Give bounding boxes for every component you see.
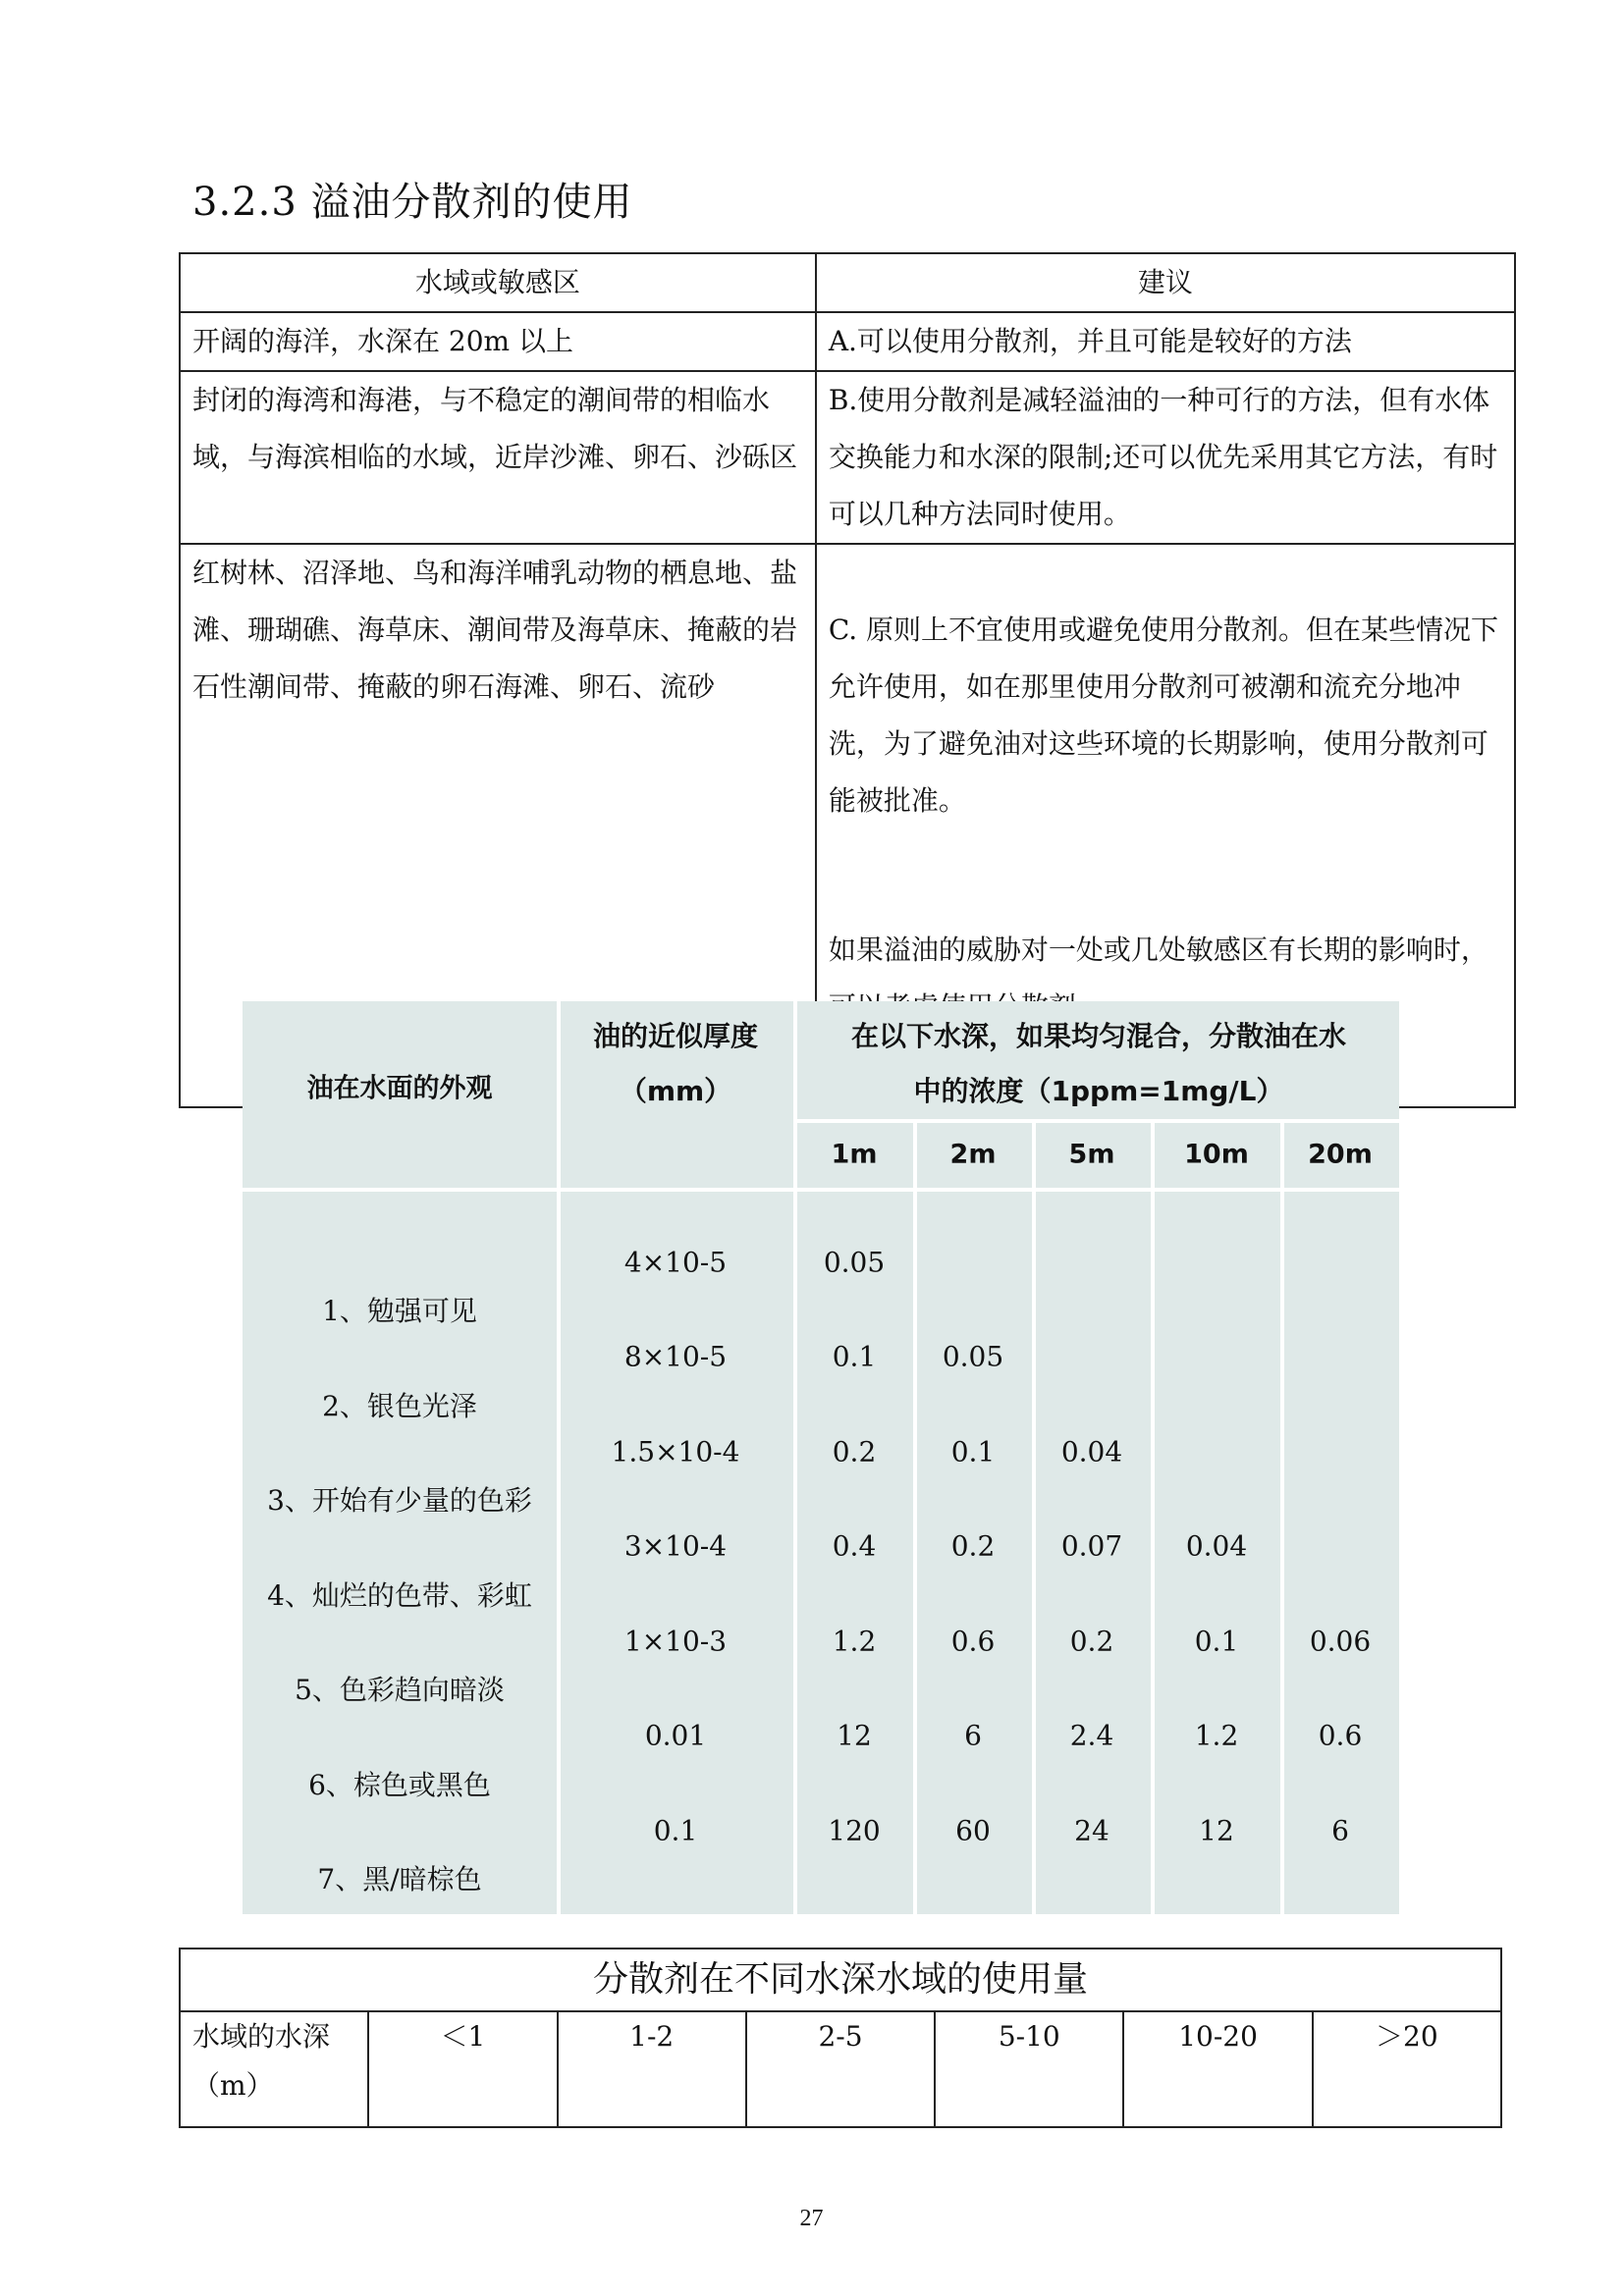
header-thickness-line: 油的近似厚度 [592,1020,759,1052]
table-row [180,2011,1501,2127]
concentration-value: 0.2 [1069,1625,1114,1658]
advice-text: B.使用分散剂是减轻溢油的一种可行的方法，但有水体交换能力和水深的限制;还可以优先采用其它方法，有时可以几种方法同时使用。 [828,384,1498,530]
appearance-item: 3、开始有少量的色彩 [267,1484,532,1517]
appearance-item: 2、银色光泽 [322,1390,477,1422]
table-row [180,371,1515,544]
grid-line [913,1121,917,1914]
concentration-value: 0.04 [1185,1529,1248,1563]
dispersant-use-table [179,252,1516,1108]
concentration-value: 24 [1074,1814,1109,1847]
grid-line [795,1119,1399,1123]
thickness-value: 0.01 [644,1719,707,1752]
header-concentration-line: 中的浓度（1ppm=1mg/L） [913,1075,1284,1107]
concentration-value: 6 [964,1719,982,1752]
concentration-value: 0.1 [950,1435,996,1468]
depth-header: 2m [949,1139,997,1170]
area-text: 红树林、沼泽地、鸟和海洋哺乳动物的栖息地、盐滩、珊瑚礁、海草床、潮间带及海草床、掩蔽的岩石性潮间带、掩蔽的卵石海滩、卵石、流砂 [192,557,798,703]
grid-line [1032,1121,1036,1914]
depth-header: 1m [831,1139,878,1170]
grid-line [793,1001,797,1914]
thickness-value: 8×10-5 [623,1340,728,1373]
advice-text: A.可以使用分散剂，并且可能是较好的方法 [828,325,1352,357]
header-appearance: 油在水面的外观 [306,1073,493,1104]
appearance-item: 7、黑/暗棕色 [317,1863,482,1896]
header-advice: 建议 [816,253,1515,312]
depth-header: 10m [1184,1139,1249,1170]
concentration-value: 0.05 [942,1340,1004,1373]
area-cell [180,371,816,544]
concentration-value: 1.2 [1194,1719,1239,1752]
concentration-value: 0.04 [1060,1435,1123,1468]
grid-line [1151,1121,1155,1914]
row-label: 水域的水深（m） [180,2011,368,2127]
concentration-value: 12 [1199,1814,1234,1847]
advice-text: C. 原则上不宜使用或避免使用分散剂。但在某些情况下允许使用，如在那里使用分散剂可被潮和流充分地冲洗，为了避免油对这些环境的长期影响，使用分散剂可能被批准。 [828,614,1499,817]
concentration-value: 120 [828,1814,881,1847]
concentration-value: 0.06 [1309,1625,1372,1658]
table-title: 分散剂在不同水深水域的使用量 [180,1949,1501,2011]
page-number: 27 [799,2206,824,2231]
concentration-value: 2.4 [1069,1719,1114,1752]
concentration-value: 1.2 [832,1625,877,1658]
appearance-item: 1、勉强可见 [322,1295,477,1327]
concentration-value: 0.05 [823,1246,886,1279]
appearance-item: 6、棕色或黑色 [308,1769,491,1801]
depth-range: ＜1 [368,2011,557,2127]
area-text: 封闭的海湾和海港，与不稳定的潮间带的相临水域，与海滨相临的水域，近岸沙滩、卵石、沙砾区 [192,384,798,473]
concentration-value: 0.1 [832,1340,877,1373]
grid-line [557,1001,561,1914]
header-thickness-line: （mm） [619,1075,732,1107]
advice-cell [816,371,1515,544]
concentration-value: 12 [837,1719,872,1752]
depth-range: ＞20 [1313,2011,1501,2127]
area-text: 开阔的海洋，水深在 20m 以上 [192,325,573,357]
depth-range: 2-5 [746,2011,935,2127]
appearance-item: 4、灿烂的色带、彩虹 [267,1579,532,1612]
header-water-area: 水域或敏感区 [180,253,816,312]
header-concentration-line: 在以下水深，如果均匀混合，分散油在水 [850,1020,1347,1052]
concentration-value: 0.2 [832,1435,877,1468]
dispersant-amount-table [179,1948,1502,2128]
depth-header: 20m [1308,1139,1373,1170]
table-header-row [180,253,1515,312]
concentration-value: 0.07 [1060,1529,1123,1563]
table-row [180,312,1515,371]
concentration-value: 0.1 [1194,1625,1239,1658]
thickness-value: 3×10-4 [623,1529,728,1563]
thickness-value: 4×10-5 [623,1246,728,1279]
concentration-value: 0.6 [950,1625,996,1658]
concentration-value: 0.2 [950,1529,996,1563]
thickness-value: 1×10-3 [623,1625,728,1658]
thickness-value: 0.1 [653,1814,698,1847]
concentration-value: 6 [1331,1814,1349,1847]
header-thickness [593,1009,758,1119]
depth-range: 1-2 [558,2011,746,2127]
grid-line [243,1188,1399,1192]
concentration-value: 0.4 [832,1529,877,1563]
section-heading: 3.2.3 溢油分散剂的使用 [192,180,633,225]
depth-header: 5m [1068,1139,1115,1170]
advice-cell [816,312,1515,371]
advice-text: 如果溢油的威胁对一处或几处敏感区有长期的影响时， [828,934,1488,966]
concentration-value: 60 [955,1814,991,1847]
area-cell [180,312,816,371]
oil-concentration-table [243,1001,1399,1914]
depth-range: 5-10 [935,2011,1123,2127]
thickness-value: 1.5×10-4 [611,1435,740,1468]
appearance-item: 5、色彩趋向暗淡 [295,1674,505,1706]
header-concentration [851,1009,1346,1119]
grid-line [1280,1121,1284,1914]
concentration-value: 0.6 [1318,1719,1363,1752]
depth-range: 10-20 [1123,2011,1312,2127]
